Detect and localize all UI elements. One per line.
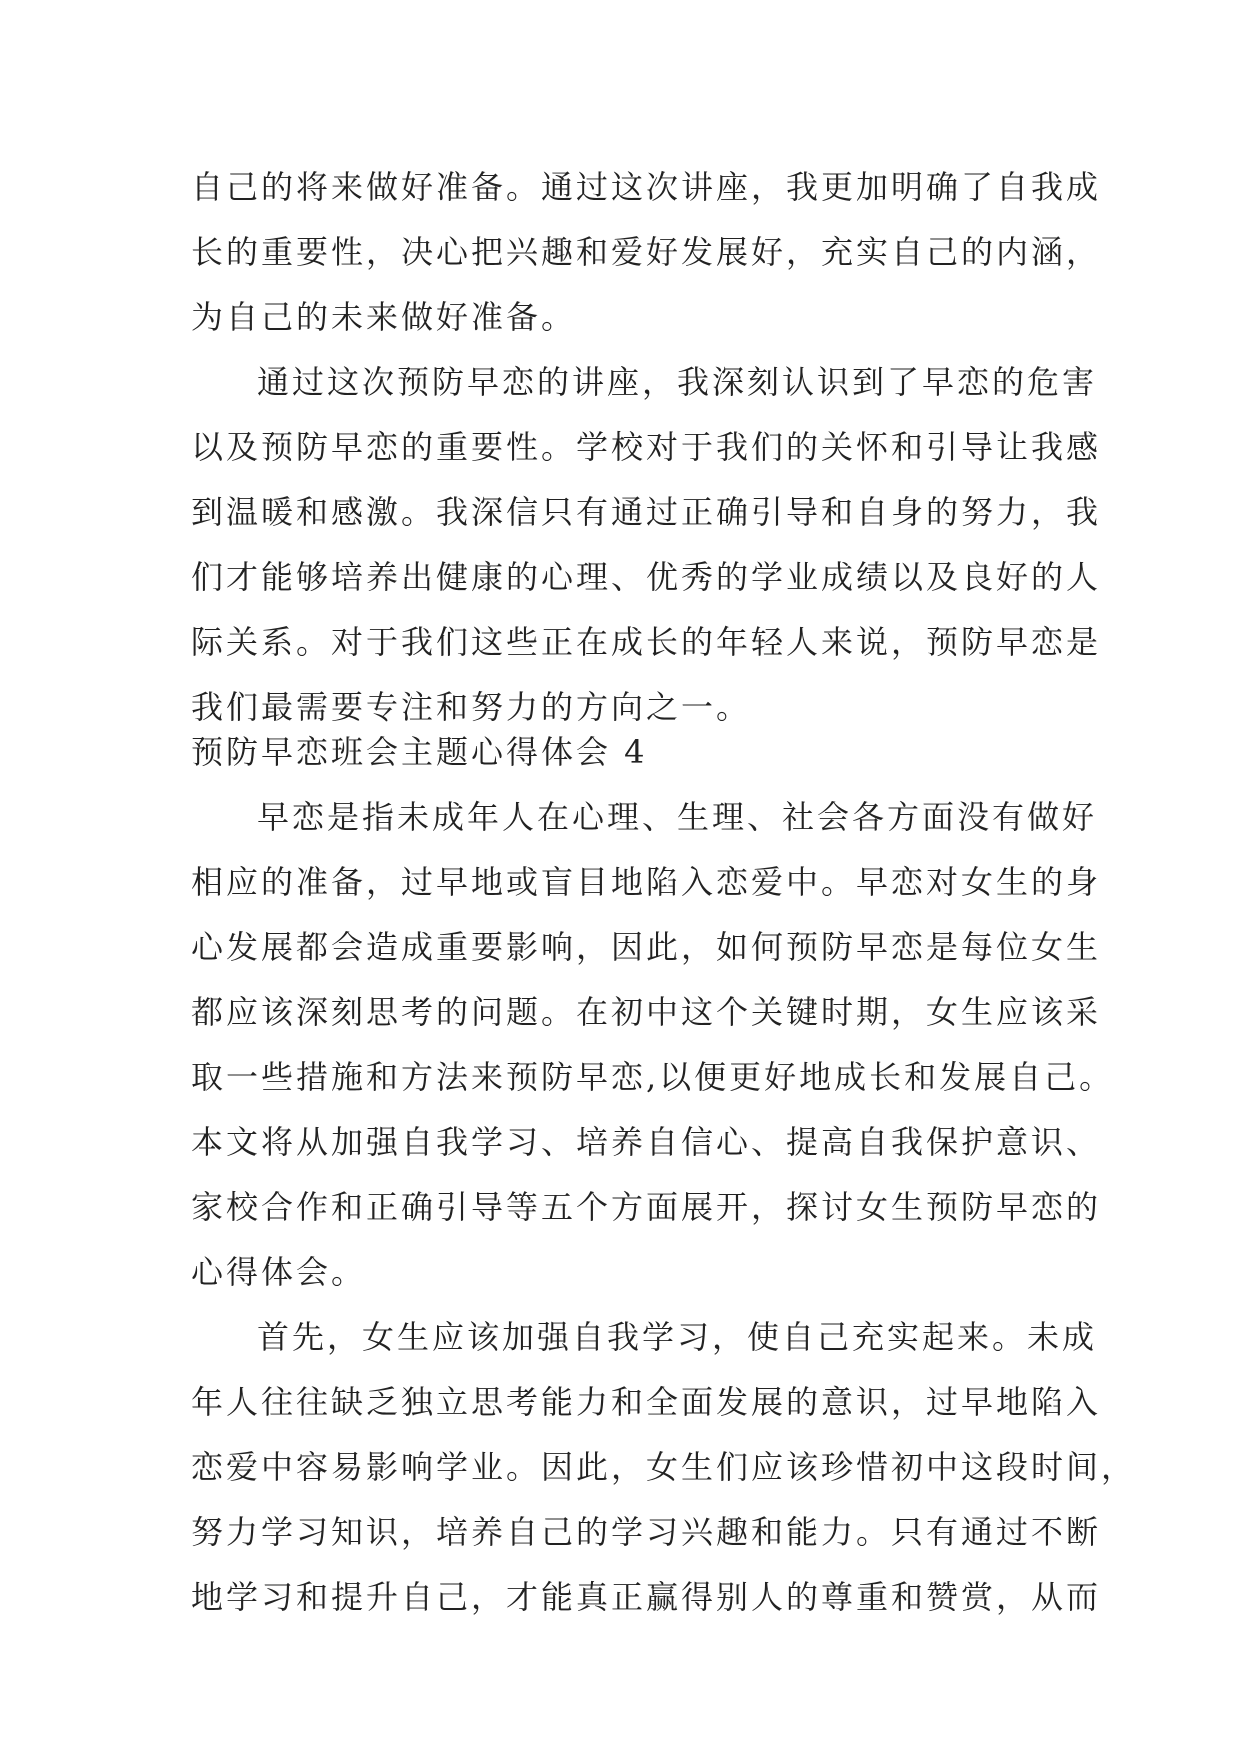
paragraph-line: 本文将从加强自我学习、培养自信心、提高自我保护意识、 <box>191 1123 1102 1161</box>
paragraph-line: 首先，女生应该加强自我学习，使自己充实起来。未成 <box>257 1318 1098 1356</box>
paragraph-line: 地学习和提升自己，才能真正赢得别人的尊重和赞赏，从而 <box>191 1578 1102 1616</box>
paragraph-line: 家校合作和正确引导等五个方面展开，探讨女生预防早恋的 <box>191 1188 1102 1226</box>
paragraph-line: 以及预防早恋的重要性。学校对于我们的关怀和引导让我感 <box>191 428 1102 466</box>
paragraph-first-point <box>191 1305 1137 1630</box>
paragraph-line: 恋爱中容易影响学业。因此，女生们应该珍惜初中这段时间， <box>191 1448 1137 1486</box>
paragraph-line: 自己的将来做好准备。通过这次讲座，我更加明确了自我成 <box>191 168 1102 206</box>
paragraph-line: 心得体会。 <box>191 1253 367 1291</box>
paragraph-line: 们才能够培养出健康的心理、优秀的学业成绩以及良好的人 <box>191 558 1102 596</box>
paragraph-introduction <box>191 785 1115 1305</box>
section-heading-text: 预防早恋班会主题心得体会 4 <box>191 733 648 771</box>
paragraph-line: 相应的准备，过早地或盲目地陷入恋爱中。早恋对女生的身 <box>191 863 1102 901</box>
paragraph-line: 年人往往缺乏独立思考能力和全面发展的意识，过早地陷入 <box>191 1383 1102 1421</box>
section-heading <box>191 720 1071 785</box>
paragraph-line: 为自己的未来做好准备。 <box>191 298 577 336</box>
paragraph-continuation <box>191 155 1102 350</box>
paragraph-line: 早恋是指未成年人在心理、生理、社会各方面没有做好 <box>257 798 1098 836</box>
paragraph-line: 长的重要性，决心把兴趣和爱好发展好，充实自己的内涵， <box>191 233 1102 271</box>
paragraph-line: 取一些措施和方法来预防早恋,以便更好地成长和发展自己。 <box>191 1058 1115 1096</box>
paragraph-line: 努力学习知识，培养自己的学习兴趣和能力。只有通过不断 <box>191 1513 1102 1551</box>
paragraph-lecture-summary <box>191 350 1102 740</box>
paragraph-line: 我们最需要专注和努力的方向之一。 <box>191 688 752 726</box>
paragraph-line: 到温暖和感激。我深信只有通过正确引导和自身的努力，我 <box>191 493 1102 531</box>
paragraph-line: 际关系。对于我们这些正在成长的年轻人来说，预防早恋是 <box>191 623 1102 661</box>
paragraph-line: 心发展都会造成重要影响，因此，如何预防早恋是每位女生 <box>191 928 1102 966</box>
paragraph-line: 都应该深刻思考的问题。在初中这个关键时期，女生应该采 <box>191 993 1102 1031</box>
paragraph-line: 通过这次预防早恋的讲座，我深刻认识到了早恋的危害 <box>257 363 1098 401</box>
